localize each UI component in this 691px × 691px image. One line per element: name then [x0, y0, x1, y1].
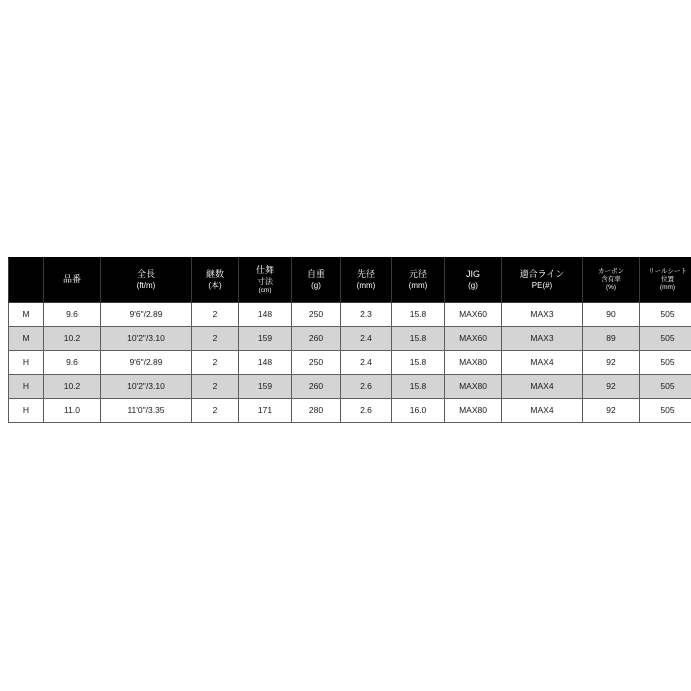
column-header-closed-length-label: 仕舞	[255, 265, 274, 276]
column-header-jig	[445, 258, 502, 303]
cell-line: MAX4	[502, 375, 583, 399]
cell-jig: MAX60	[445, 303, 502, 327]
column-header-line-label: 適合ライン	[519, 269, 565, 280]
column-header-pieces-unit: (本)	[208, 280, 222, 290]
column-header-weight-label: 自重	[306, 269, 325, 280]
column-header-carbon-label: カーボン	[598, 268, 624, 276]
cell-length: 10'2"/3.10	[101, 375, 192, 399]
column-header-length	[101, 258, 192, 303]
spec-table-container	[8, 257, 687, 423]
table-header	[9, 258, 691, 303]
column-header-carbon-unit: (%)	[605, 283, 617, 291]
cell-closed-length: 148	[239, 351, 292, 375]
table-row	[9, 303, 691, 327]
cell-butt-diameter: 15.8	[392, 375, 445, 399]
cell-carbon: 92	[583, 351, 640, 375]
column-header-weight-unit: (g)	[311, 280, 321, 290]
cell-carbon: 89	[583, 327, 640, 351]
column-header-butt-diameter-unit: (mm)	[408, 280, 428, 290]
column-header-closed-length-label2: 寸法	[257, 276, 273, 286]
table-row	[9, 327, 691, 351]
cell-butt-diameter: 16.0	[392, 399, 445, 423]
cell-carbon: 92	[583, 399, 640, 423]
column-header-reel-seat-label2: 位置	[661, 276, 674, 284]
cell-power: M	[9, 303, 44, 327]
cell-jig: MAX60	[445, 327, 502, 351]
column-header-reel-seat	[640, 258, 691, 303]
cell-pieces: 2	[192, 399, 239, 423]
cell-carbon: 90	[583, 303, 640, 327]
cell-jig: MAX80	[445, 351, 502, 375]
cell-power: M	[9, 327, 44, 351]
cell-line: MAX4	[502, 399, 583, 423]
cell-length: 9'6"/2.89	[101, 303, 192, 327]
column-header-carbon	[583, 258, 640, 303]
column-header-carbon-label2: 含有率	[601, 276, 621, 284]
cell-butt-diameter: 15.8	[392, 327, 445, 351]
column-header-pieces	[192, 258, 239, 303]
cell-weight: 260	[292, 327, 341, 351]
cell-tip-diameter: 2.6	[341, 375, 392, 399]
cell-weight: 250	[292, 303, 341, 327]
cell-model: 10.2	[44, 375, 101, 399]
column-header-tip-diameter	[341, 258, 392, 303]
cell-power: H	[9, 375, 44, 399]
table-row	[9, 351, 691, 375]
column-header-closed-length-unit: (cm)	[258, 286, 272, 294]
cell-tip-diameter: 2.3	[341, 303, 392, 327]
column-header-closed-length	[239, 258, 292, 303]
column-header-model	[44, 258, 101, 303]
column-header-model-label: 品番	[62, 274, 81, 285]
cell-weight: 260	[292, 375, 341, 399]
column-header-weight	[292, 258, 341, 303]
table-row	[9, 399, 691, 423]
column-header-line-unit: PE(#)	[531, 280, 553, 290]
cell-pieces: 2	[192, 303, 239, 327]
cell-tip-diameter: 2.6	[341, 399, 392, 423]
cell-reel-seat: 505	[640, 303, 691, 327]
cell-closed-length: 159	[239, 327, 292, 351]
cell-butt-diameter: 15.8	[392, 351, 445, 375]
cell-closed-length: 159	[239, 375, 292, 399]
column-header-line	[502, 258, 583, 303]
cell-tip-diameter: 2.4	[341, 351, 392, 375]
column-header-butt-diameter-label: 元径	[408, 269, 427, 280]
cell-line: MAX3	[502, 327, 583, 351]
cell-weight: 280	[292, 399, 341, 423]
cell-length: 10'2"/3.10	[101, 327, 192, 351]
cell-length: 9'6"/2.89	[101, 351, 192, 375]
column-header-length-unit: (ft/m)	[136, 280, 156, 290]
specification-table	[8, 257, 691, 423]
cell-jig: MAX80	[445, 399, 502, 423]
cell-jig: MAX80	[445, 375, 502, 399]
cell-reel-seat: 505	[640, 351, 691, 375]
column-header-length-label: 全長	[136, 269, 155, 280]
column-header-reel-seat-label: リールシート	[648, 268, 687, 276]
cell-pieces: 2	[192, 327, 239, 351]
cell-model: 9.6	[44, 303, 101, 327]
cell-butt-diameter: 15.8	[392, 303, 445, 327]
cell-model: 10.2	[44, 327, 101, 351]
cell-length: 11'0"/3.35	[101, 399, 192, 423]
column-header-reel-seat-unit: (mm)	[659, 283, 676, 291]
cell-carbon: 92	[583, 375, 640, 399]
cell-power: H	[9, 399, 44, 423]
table-body	[9, 303, 691, 423]
column-header-jig-unit: (g)	[468, 280, 478, 290]
cell-pieces: 2	[192, 375, 239, 399]
table-header-row	[9, 258, 691, 303]
cell-weight: 250	[292, 351, 341, 375]
column-header-butt-diameter	[392, 258, 445, 303]
cell-model: 11.0	[44, 399, 101, 423]
cell-closed-length: 171	[239, 399, 292, 423]
cell-pieces: 2	[192, 351, 239, 375]
column-header-blank	[9, 258, 44, 303]
cell-line: MAX4	[502, 351, 583, 375]
table-row	[9, 375, 691, 399]
column-header-tip-diameter-label: 先径	[356, 269, 375, 280]
cell-reel-seat: 505	[640, 375, 691, 399]
column-header-jig-label: JIG	[465, 269, 480, 280]
cell-closed-length: 148	[239, 303, 292, 327]
column-header-tip-diameter-unit: (mm)	[356, 280, 376, 290]
cell-reel-seat: 505	[640, 327, 691, 351]
column-header-pieces-label: 継数	[205, 269, 224, 280]
cell-power: H	[9, 351, 44, 375]
cell-reel-seat: 505	[640, 399, 691, 423]
cell-line: MAX3	[502, 303, 583, 327]
cell-tip-diameter: 2.4	[341, 327, 392, 351]
cell-model: 9.6	[44, 351, 101, 375]
